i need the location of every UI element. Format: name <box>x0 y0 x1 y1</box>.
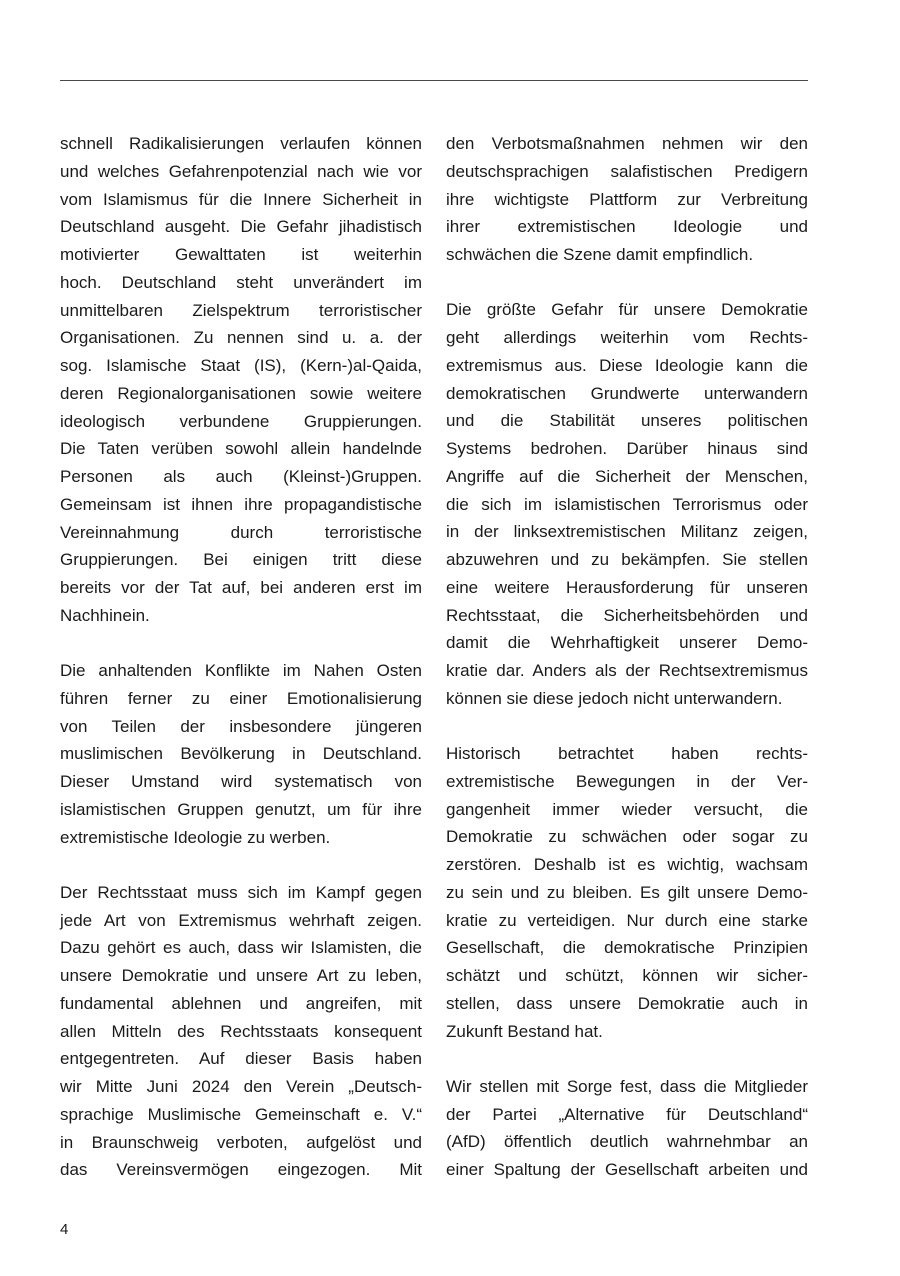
header-rule <box>60 80 808 81</box>
text-line: Wir stellen mit Sorge fest, dass die Mitglieder <box>446 1076 808 1096</box>
text-line: (AfD) öffentlich deutlich wahrnehmbar an <box>446 1132 808 1152</box>
text-line: das Vereinsvermögen eingezogen. Mit <box>60 1160 422 1180</box>
paragraph <box>60 657 422 851</box>
left-column <box>60 130 422 1184</box>
text-line: Gesellschaft, die demokratische Prinzipien <box>446 938 808 958</box>
text-line: in Braunschweig verboten, aufgelöst und <box>60 1132 422 1152</box>
text-line: unsere Demokratie und unsere Art zu leben, <box>60 966 422 985</box>
text-line: islamistischen Gruppen genutzt, um für ihre <box>60 799 422 819</box>
text-line: schwächen die Szene damit empfindlich. <box>446 245 754 264</box>
text-line: Demokratie zu schwächen oder sogar zu <box>446 827 808 847</box>
text-line: unmittelbaren Zielspektrum terroristischer <box>60 300 422 320</box>
text-line: Historisch betrachtet haben rechts- <box>446 744 808 763</box>
text-line: damit die Wehrhaftigkeit unserer Demo- <box>446 633 808 653</box>
text-line: ihre wichtigste Plattform zur Verbreitung <box>446 189 808 209</box>
text-line: gangenheit immer wieder versucht, die <box>446 799 808 819</box>
text-line: eine weitere Herausforderung für unseren <box>446 577 808 597</box>
text-line: Nachhinein. <box>60 605 150 625</box>
text-line: führen ferner zu einer Emotionalisierung <box>60 688 422 708</box>
text-line: stellen, dass unsere Demokratie auch in <box>446 993 808 1013</box>
text-line: ihrer extremistischen Ideologie und <box>446 217 808 237</box>
text-line: kratie dar. Anders als der Rechtsextremismus <box>446 661 808 680</box>
text-line: fundamental ablehnen und angreifen, mit <box>60 993 422 1013</box>
text-line: kratie zu verteidigen. Nur durch eine starke <box>446 910 808 930</box>
text-line: den Verbotsmaßnahmen nehmen wir den <box>446 134 808 153</box>
text-line: zerstören. Deshalb ist es wichtig, wachsam <box>446 855 808 874</box>
text-line: Organisationen. Zu nennen sind u. a. der <box>60 328 422 348</box>
text-line: abzuwehren und zu bekämpfen. Sie stellen <box>446 550 808 569</box>
text-line: deren Regionalorganisationen sowie weitere <box>60 383 422 403</box>
text-line: muslimischen Bevölkerung in Deutschland. <box>60 744 422 764</box>
text-line: ideologisch verbundene Gruppierungen. <box>60 411 422 431</box>
text-line: demokratischen Grundwerte unterwandern <box>446 383 808 403</box>
paragraph <box>60 130 422 630</box>
text-line: Angriffe auf die Sicherheit der Menschen, <box>446 466 808 486</box>
paragraph <box>446 740 808 1045</box>
text-line: einer Spaltung der Gesellschaft arbeiten und <box>446 1160 808 1179</box>
text-line: Die anhaltenden Konflikte im Nahen Osten <box>60 661 422 680</box>
text-line: schnell Radikalisierungen verlaufen können <box>60 134 422 153</box>
text-line: und die Stabilität unseres politischen <box>446 411 808 431</box>
text-line: extremistische Bewegungen in der Ver- <box>446 771 808 791</box>
text-line: von Teilen der insbesondere jüngeren <box>60 716 422 736</box>
text-line: schätzt und schützt, können wir sicher- <box>446 966 808 985</box>
text-line: in der linksextremistischen Militanz zeigen, <box>446 522 808 542</box>
text-line: Personen als auch (Kleinst-)Gruppen. <box>60 467 422 486</box>
right-column <box>446 130 808 1184</box>
text-line: Dieser Umstand wird systematisch von <box>60 772 422 791</box>
paragraph <box>446 1073 808 1184</box>
text-line: jede Art von Extremismus wehrhaft zeigen. <box>60 910 422 930</box>
text-line: extremistische Ideologie zu werben. <box>60 827 331 847</box>
text-line: sog. Islamische Staat (IS), (Kern-)al-Qaida, <box>60 356 422 375</box>
text-line: Dazu gehört es auch, dass wir Islamisten, die <box>60 938 422 958</box>
text-line: allen Mitteln des Rechtsstaats konsequent <box>60 1021 422 1041</box>
text-line: sprachige Muslimische Gemeinschaft e. V.“ <box>60 1104 422 1124</box>
text-line: deutschsprachigen salafistischen Predigern <box>446 161 808 181</box>
paragraph <box>446 130 808 269</box>
text-line: und welches Gefahrenpotenzial nach wie vor <box>60 161 422 181</box>
text-line: können sie diese jedoch nicht unterwandern. <box>446 688 783 708</box>
text-line: die sich im islamistischen Terrorismus oder <box>446 494 808 514</box>
text-line: entgegentreten. Auf dieser Basis haben <box>60 1049 422 1069</box>
text-line: zu sein und zu bleiben. Es gilt unsere Demo- <box>446 882 808 902</box>
text-line: Vereinnahmung durch terroristische <box>60 522 422 542</box>
text-line: extremismus aus. Diese Ideologie kann die <box>446 355 808 375</box>
text-line: hoch. Deutschland steht unverändert im <box>60 272 422 292</box>
text-line: Zukunft Bestand hat. <box>446 1021 603 1041</box>
text-line: wir Mitte Juni 2024 den Verein „Deutsch- <box>60 1077 422 1096</box>
text-line: Die Taten verüben sowohl allein handelnde <box>60 439 422 459</box>
text-line: Deutschland ausgeht. Die Gefahr jihadistisch <box>60 217 422 237</box>
text-line: Der Rechtsstaat muss sich im Kampf gegen <box>60 882 422 902</box>
page-number: 4 <box>60 1221 69 1238</box>
text-line: Gruppierungen. Bei einigen tritt diese <box>60 550 422 570</box>
text-line: Die größte Gefahr für unsere Demokratie <box>446 300 808 320</box>
text-line: Rechtsstaat, die Sicherheitsbehörden und <box>446 605 808 625</box>
text-line: motivierter Gewalttaten ist weiterhin <box>60 245 422 264</box>
paragraph <box>446 296 808 712</box>
text-line: bereits vor der Tat auf, bei anderen erst im <box>60 578 422 597</box>
text-line: Gemeinsam ist ihnen ihre propagandistische <box>60 494 422 514</box>
text-line: geht allerdings weiterhin vom Rechts- <box>446 328 808 347</box>
text-line: Systems bedrohen. Darüber hinaus sind <box>446 439 808 458</box>
text-line: der Partei „Alternative für Deutschland“ <box>446 1104 808 1124</box>
paragraph <box>60 879 422 1184</box>
text-line: vom Islamismus für die Innere Sicherheit in <box>60 189 422 209</box>
